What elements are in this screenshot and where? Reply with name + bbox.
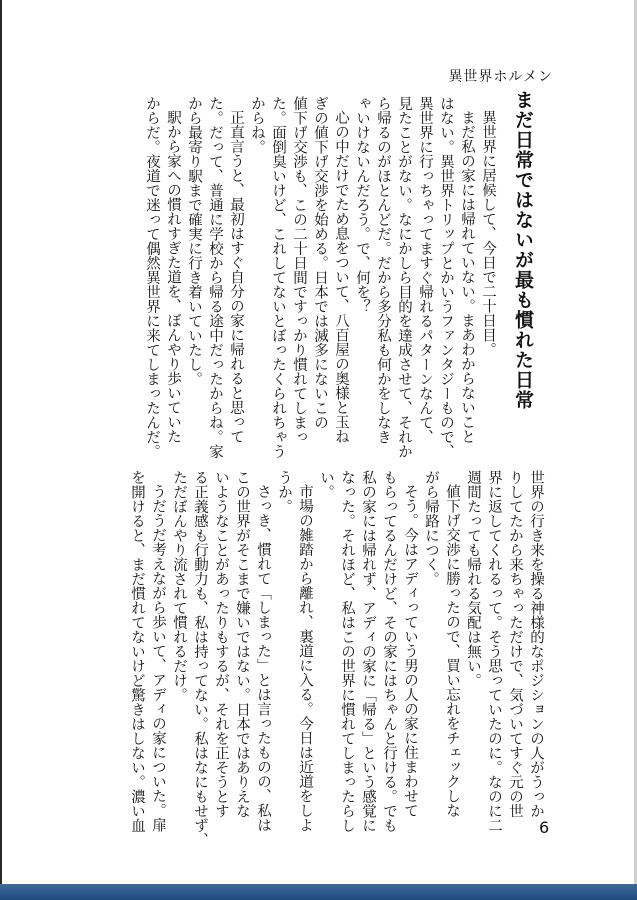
text-line: ゃいけないんだろう。で、何を？	[354, 96, 370, 314]
text-line: うか。	[276, 470, 292, 514]
text-line: 市場の雑踏から離れ、裏道に入る。今日は近道をしよ	[297, 484, 313, 832]
text-line: まだ私の家には帰れていない。まあわからないこと	[459, 110, 475, 444]
text-line: から最寄り駅まで確実に行き着いていたし。	[186, 96, 202, 386]
text-line: ぎの値下げ交渉を始める。日本では滅多にないこの	[312, 96, 328, 430]
text-line: 異世界に行っちゃってますぐ帰れるパターンなんて、	[417, 96, 433, 444]
text-line: い。	[318, 470, 334, 499]
text-line: なった。それほど、私はこの世界に慣れてしまったらし	[339, 470, 355, 833]
text-line: 週間たっても帰れる気配は無い。	[465, 470, 481, 688]
text-line: 心の中だけでため息をついて、八百屋の奥様と玉ね	[333, 110, 349, 444]
text-line: 見たことがない。なにかしら目的を達成させて、それか	[396, 96, 412, 459]
text-line: 世界の行き来を操る神様的なポジションの人がうっか	[528, 470, 544, 818]
text-line: 界に返してくれるって。そう思っていたのに。なのに二	[486, 470, 502, 833]
text-line: を開けると、まだ慣れてないけど驚きはしない。濃い血	[129, 470, 145, 833]
text-line: りしてたから来ちゃっただけで、気づいてすぐ元の世	[507, 470, 523, 818]
text-line: 私の家には帰れず、アディの家に「帰る」という感覚に	[360, 470, 376, 833]
page-number: 6	[539, 818, 550, 837]
text-line: からだ。夜道で迷って偶然異世界に来てしまったんだ。	[144, 96, 160, 459]
chapter-title: まだ日常ではないが最も慣れた日常	[512, 90, 534, 410]
text-line: 値下げ交渉に勝ったので、買い忘れをチェックしな	[444, 484, 460, 818]
body-text-top	[131, 96, 498, 459]
text-line: さっき、慣れて「しまった」とは言ったものの、私は	[255, 484, 271, 832]
text-line: うだうだ考えながら歩いて、アディの家についた。扉	[150, 484, 166, 832]
body-text-bottom	[126, 470, 546, 847]
text-line: 駅から家への慣れすぎた道を、ぼんやり歩いていた	[165, 110, 181, 444]
window-left-border	[0, 0, 2, 900]
text-line: この世界がそこまで嫌いではない。日本ではありえな	[234, 470, 250, 818]
text-line: た。面倒臭いけど、これしてないとぼったくられちゃう	[270, 96, 286, 459]
text-line: 値下げ交渉も、この二十日間ですっかり慣れてしまっ	[291, 96, 307, 444]
text-line: もらってるんだけど、その家にはちゃんと行ける。でも	[381, 470, 397, 833]
text-line: そう。今はアディっていう男の人の家に住まわせて	[402, 484, 418, 818]
text-line: る正義感も行動力も、私は持ってない。私はなにもせず、	[192, 470, 208, 847]
text-line: からね。	[249, 96, 265, 154]
viewer-bottom-bar	[0, 884, 637, 900]
text-line: た。だって、普通に学校から帰る途中だったからね。家	[207, 96, 223, 459]
text-line: ら帰るのがほとんどだ。だから多分私も何かをしなき	[375, 96, 391, 444]
running-header: 異世界ホルメン	[448, 69, 553, 85]
text-line: いようなことがあったりもするが、それを正そうとす	[213, 470, 229, 818]
text-line: 正直言うと、最初はすぐ自分の家に帰れると思って	[228, 110, 244, 444]
text-line: ただぼんやり流されて慣れるだけ。	[171, 470, 187, 702]
text-line: はない。異世界トリップとかいうファンタジーもので、	[438, 96, 454, 459]
text-line: がら帰路につく。	[423, 470, 439, 586]
text-line: 異世界に居候して、今日で二十日目。	[480, 110, 496, 357]
